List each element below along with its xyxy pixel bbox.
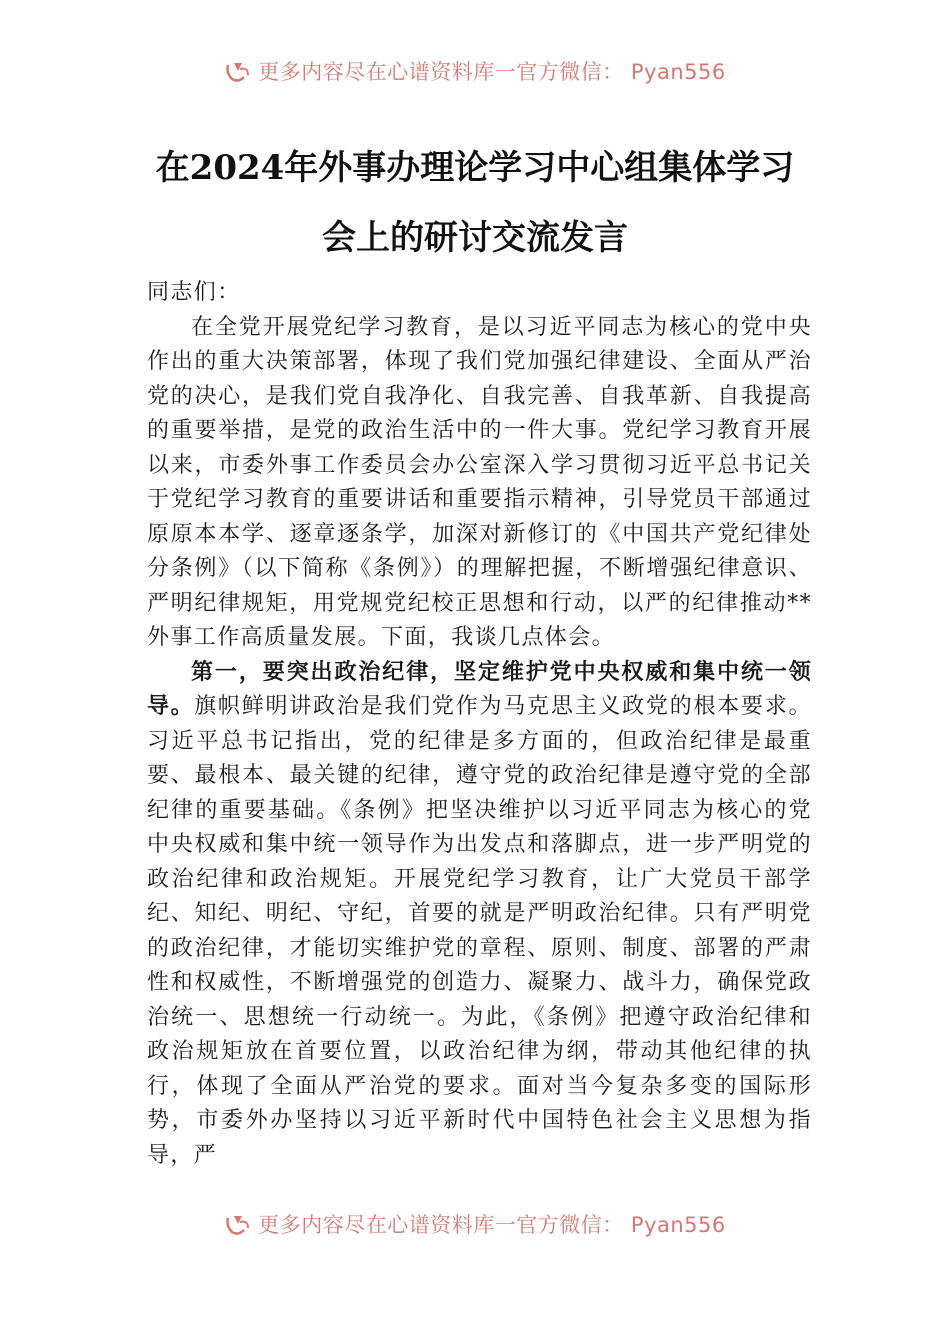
intro-paragraph: 在全党开展党纪学习教育，是以习近平同志为核心的党中央作出的重大决策部署，体现了我们党加强纪律建设、全面从严治党的决心，是我们党自我净化、自我完善、自我革新、自我提高的重要举措，是党的政治生活中的一件大事。党纪学习教育开展以来，市委外事工作委员会办公室深入学习贯彻习近平总书记关于党纪学习教育的重要讲话和重要指示精神，引导党员干部通过原原本本学、逐章逐条学，加深对新修订的《中国共产党纪律处分条例》（以下简称《条例》）的理解把握，不断增强纪律意识、严明纪律规矩，用党规党纪校正思想和行动，以严的纪律推动**外事工作高质量发展。下面，我谈几点体会。: [147, 314, 812, 650]
watermark-bottom: [0, 1209, 950, 1239]
watermark-text: 更多内容尽在心谱资料库一官方微信： Pyan556: [258, 1213, 726, 1237]
document-title-line-2: 会上的研讨交流发言: [322, 218, 628, 258]
section-1-paragraph: [147, 656, 812, 1174]
section-1-heading: 第一，要突出政治纪律，坚定维护党中央权威和集中统一领导。: [147, 659, 812, 719]
section-1-text: 旗帜鲜明讲政治是我们党作为马克思主义政党的根本要求。习近平总书记指出，党的纪律是多方面的，但政治纪律是最重要、最根本、最关键的纪律，遵守党的政治纪律是遵守党的全部纪律的重要基础。《条例》把坚决维护以习近平同志为核心的党中央权威和集中统一领导作为出发点和落脚点，进一步严明党的政治纪律和政治规矩。开展党纪学习教育，让广大党员干部学纪、知纪、明纪、守纪，首要的就是严明政治纪律。只有严明党的政治纪律，才能切实维护党的章程、原则、制度、部署的严肃性和权威性，不断增强党的创造力、凝聚力、战斗力，确保党政治统一、思想统一行动统一。为此，《条例》把遵守政治纪律和政治规矩放在首要位置，以政治纪律为纲，带动其他纪律的执行，体现了全面从严治党的要求。面对当今复杂多变的国际形势，市委外办坚持以习近平新时代中国特色社会主义思想为指导，严: [147, 694, 812, 1168]
logo-icon: [224, 1212, 252, 1236]
salutation: 同志们：: [147, 280, 241, 305]
watermark-text: 更多内容尽在心谱资料库一官方微信： Pyan556: [258, 60, 726, 84]
document-body: [147, 276, 812, 1173]
logo-icon: [224, 59, 252, 83]
document-title-line-1: 在2024年外事办理论学习中心组集体学习: [155, 148, 795, 188]
watermark-top: [0, 56, 950, 86]
